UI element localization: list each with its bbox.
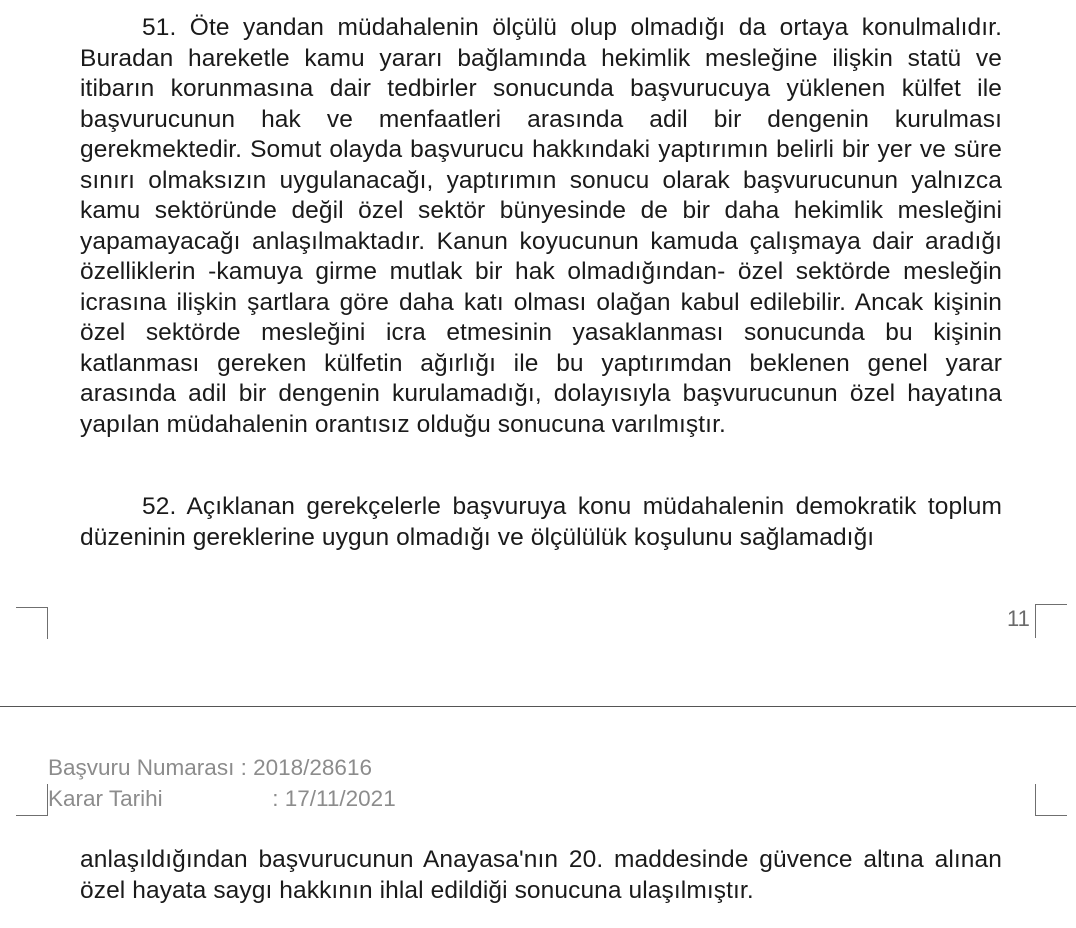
application-number-row: [48, 755, 372, 781]
application-number-label: Başvuru Numarası: [48, 755, 235, 780]
crop-mark-top-right: [1035, 604, 1067, 638]
crop-mark-bottom-left: [16, 784, 48, 816]
page-break-divider: [0, 706, 1076, 707]
crop-mark-top-left: [16, 607, 48, 639]
page-number: 11: [1007, 606, 1030, 631]
decision-date-label: Karar Tarihi: [48, 786, 163, 811]
decision-date-row: [48, 786, 396, 812]
paragraph-51: 51. Öte yandan müdahalenin ölçülü olup olmadığı da ortaya konulmalıdır. Buradan hareketle kamu yararı bağlamında hekimlik mesleğine ilişkin statü ve itibarın korunmasına dair tedbirler sonucunda başvurucuya yüklenen külfet ile başvurucunun hak ve menfaatleri arasında adil bir dengenin kurulması gerekmektedir. Somut olayda başvurucu hakkındaki yaptırımın belirli bir yer ve süre sınırı olmaksızın uygulanacağı, yaptırımın sonucu olarak başvurucunun yalnızca kamu sektöründe değil özel sektör bünyesinde de bir daha hekimlik mesleğini yapamayacağı anlaşılmaktadır. Kanun koyucunun kamuda çalışmaya dair aradığı özelliklerin -kamuya girme mutlak bir hak olmadığından- özel sektörde mesleğin icrasına ilişkin şartlara göre daha katı olması olağan kabul edilebilir. Ancak kişinin özel sektörde mesleğini icra etmesinin yasaklanması sonucunda bu kişinin katlanması gereken külfetin ağırlığı ile bu yaptırımdan beklenen genel yarar arasında adil bir dengenin kurulamadığı, dolayısıyla başvurucunun özel hayatına yapılan müdahalenin orantısız olduğu sonucuna varılmıştır.: [80, 14, 1002, 438]
decision-date-value: : 17/11/2021: [272, 786, 396, 811]
paragraph-52: 52. Açıklanan gerekçelerle başvuruya konu müdahalenin demokratik toplum düzeninin gereklerine uygun olmadığı ve ölçülülük koşulunu sağlamadığı: [80, 493, 1002, 551]
paragraph-52-continued: anlaşıldığından başvurucunun Anayasa'nın 20. maddesinde güvence altına alınan özel hayata saygı hakkının ihlal edildiği sonucuna ulaşılmıştır.: [80, 846, 1002, 904]
crop-mark-bottom-right: [1035, 784, 1067, 816]
application-number-value: : 2018/28616: [240, 755, 372, 780]
